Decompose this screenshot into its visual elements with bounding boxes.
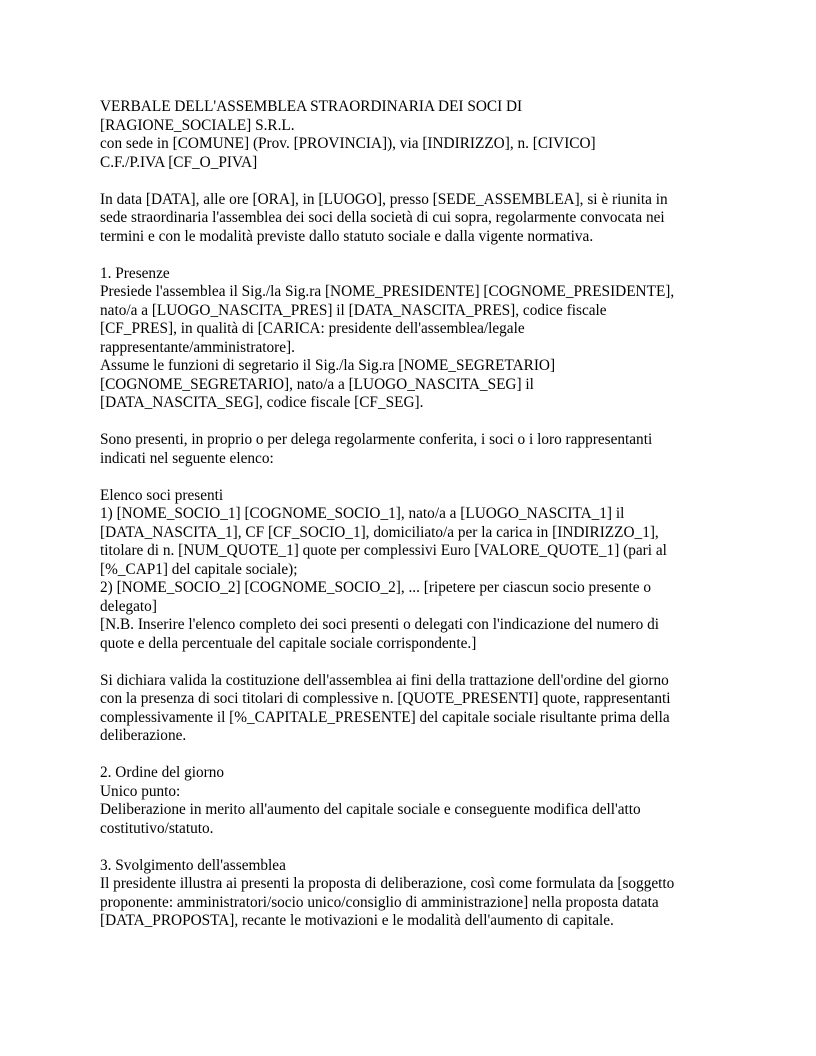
svolgimento-line: Il presidente illustra ai presenti la proposta di deliberazione, così come formulata da [soggetto: [100, 875, 675, 892]
spacer: [100, 746, 710, 765]
document-title-line-2: [RAGIONE_SOCIALE] S.R.L.: [100, 116, 295, 134]
tax-code-line: C.F./P.IVA [CF_O_PIVA]: [100, 153, 258, 171]
soci-intro-paragraph: [100, 431, 710, 468]
presenze-line: Assume le funzioni di segretario il Sig./la Sig.ra [NOME_SEGRETARIO]: [100, 357, 556, 374]
elenco-line: [DATA_NASCITA_1], CF [CF_SOCIO_1], domiciliato/a per la carica in [INDIRIZZO_1],: [100, 523, 659, 541]
elenco-line: titolare di n. [NUM_QUOTE_1] quote per complessivi Euro [VALORE_QUOTE_1] (pari al: [100, 542, 667, 559]
ordine-line: costitutivo/statuto.: [100, 819, 214, 837]
costituzione-paragraph: [100, 672, 710, 746]
spacer: [100, 172, 710, 191]
spacer: [100, 413, 710, 432]
ordine-line: Deliberazione in merito all'aumento del capitale sociale e conseguente modifica dell'atto: [100, 801, 641, 818]
document-title-line-1: VERBALE DELL'ASSEMBLEA STRAORDINARIA DEI SOCI DI: [100, 98, 523, 115]
elenco-line: quote e della percentuale del capitale sociale corrispondente.]: [100, 634, 477, 652]
spacer: [100, 246, 710, 265]
section-heading-presenze: 1. Presenze: [100, 264, 170, 282]
intro-line: termini e con le modalità previste dallo statuto sociale e dalla vigente normativa.: [100, 227, 594, 245]
section-heading-svolgimento: 3. Svolgimento dell'assemblea: [100, 856, 286, 874]
elenco-line: 1) [NOME_SOCIO_1] [COGNOME_SOCIO_1], nato/a a [LUOGO_NASCITA_1] il: [100, 505, 625, 522]
presenze-line: [CF_PRES], in qualità di [CARICA: presidente dell'assemblea/legale: [100, 320, 525, 337]
soci-intro-line: Sono presenti, in proprio o per delega regolarmente conferita, i soci o i loro rappresentanti: [100, 431, 653, 448]
intro-line: In data [DATA], alle ore [ORA], in [LUOGO], presso [SEDE_ASSEMBLEA], si è riunita in: [100, 190, 668, 208]
costituzione-line: deliberazione.: [100, 727, 187, 744]
presenze-line: [COGNOME_SEGRETARIO], nato/a a [LUOGO_NASCITA_SEG] il: [100, 375, 534, 393]
spacer: [100, 838, 710, 857]
ordine-line: Unico punto:: [100, 782, 181, 800]
section-presenze: [100, 265, 710, 413]
section-elenco-soci: [100, 487, 710, 654]
document-page: [100, 98, 710, 931]
section-svolgimento: [100, 857, 710, 931]
document-header: [100, 98, 710, 172]
presenze-line: Presiede l'assemblea il Sig./la Sig.ra [NOME_PRESIDENTE] [COGNOME_PRESIDENTE],: [100, 283, 675, 300]
svolgimento-line: [DATA_PROPOSTA], recante le motivazioni e le modalità dell'aumento di capitale.: [100, 912, 614, 929]
presenze-line: rappresentante/amministratore].: [100, 338, 295, 356]
elenco-line: 2) [NOME_SOCIO_2] [COGNOME_SOCIO_2], ... [ripetere per ciascun socio presente o: [100, 579, 651, 596]
intro-paragraph: [100, 191, 710, 247]
elenco-line: [N.B. Inserire l'elenco completo dei soci presenti o delegati con l'indicazione del numero di: [100, 616, 659, 633]
costituzione-line: con la presenza di soci titolari di complessive n. [QUOTE_PRESENTI] quote, rappresentanti: [100, 690, 671, 707]
costituzione-line: Si dichiara valida la costituzione dell'assemblea ai fini della trattazione dell'ordine del giorno: [100, 671, 669, 689]
spacer: [100, 653, 710, 672]
presenze-line: [DATA_NASCITA_SEG], codice fiscale [CF_SEG].: [100, 394, 424, 411]
spacer: [100, 468, 710, 487]
elenco-heading: Elenco soci presenti: [100, 486, 224, 504]
intro-line: sede straordinaria l'assemblea dei soci della società di cui sopra, regolarmente convocata nei: [100, 209, 665, 226]
presenze-line: nato/a a [LUOGO_NASCITA_PRES] il [DATA_NASCITA_PRES], codice fiscale: [100, 301, 607, 319]
costituzione-line: complessivamente il [%_CAPITALE_PRESENTE] del capitale sociale risultante prima della: [100, 708, 670, 726]
elenco-line: delegato]: [100, 597, 157, 615]
registered-office-line: con sede in [COMUNE] (Prov. [PROVINCIA]), via [INDIRIZZO], n. [CIVICO]: [100, 135, 596, 152]
svolgimento-line: proponente: amministratori/socio unico/consiglio di amministrazione] nella proposta datata: [100, 893, 659, 911]
elenco-line: [%_CAP1] del capitale sociale);: [100, 560, 298, 578]
soci-intro-line: indicati nel seguente elenco:: [100, 449, 274, 467]
section-heading-ordine: 2. Ordine del giorno: [100, 764, 225, 781]
section-ordine-del-giorno: [100, 764, 710, 838]
